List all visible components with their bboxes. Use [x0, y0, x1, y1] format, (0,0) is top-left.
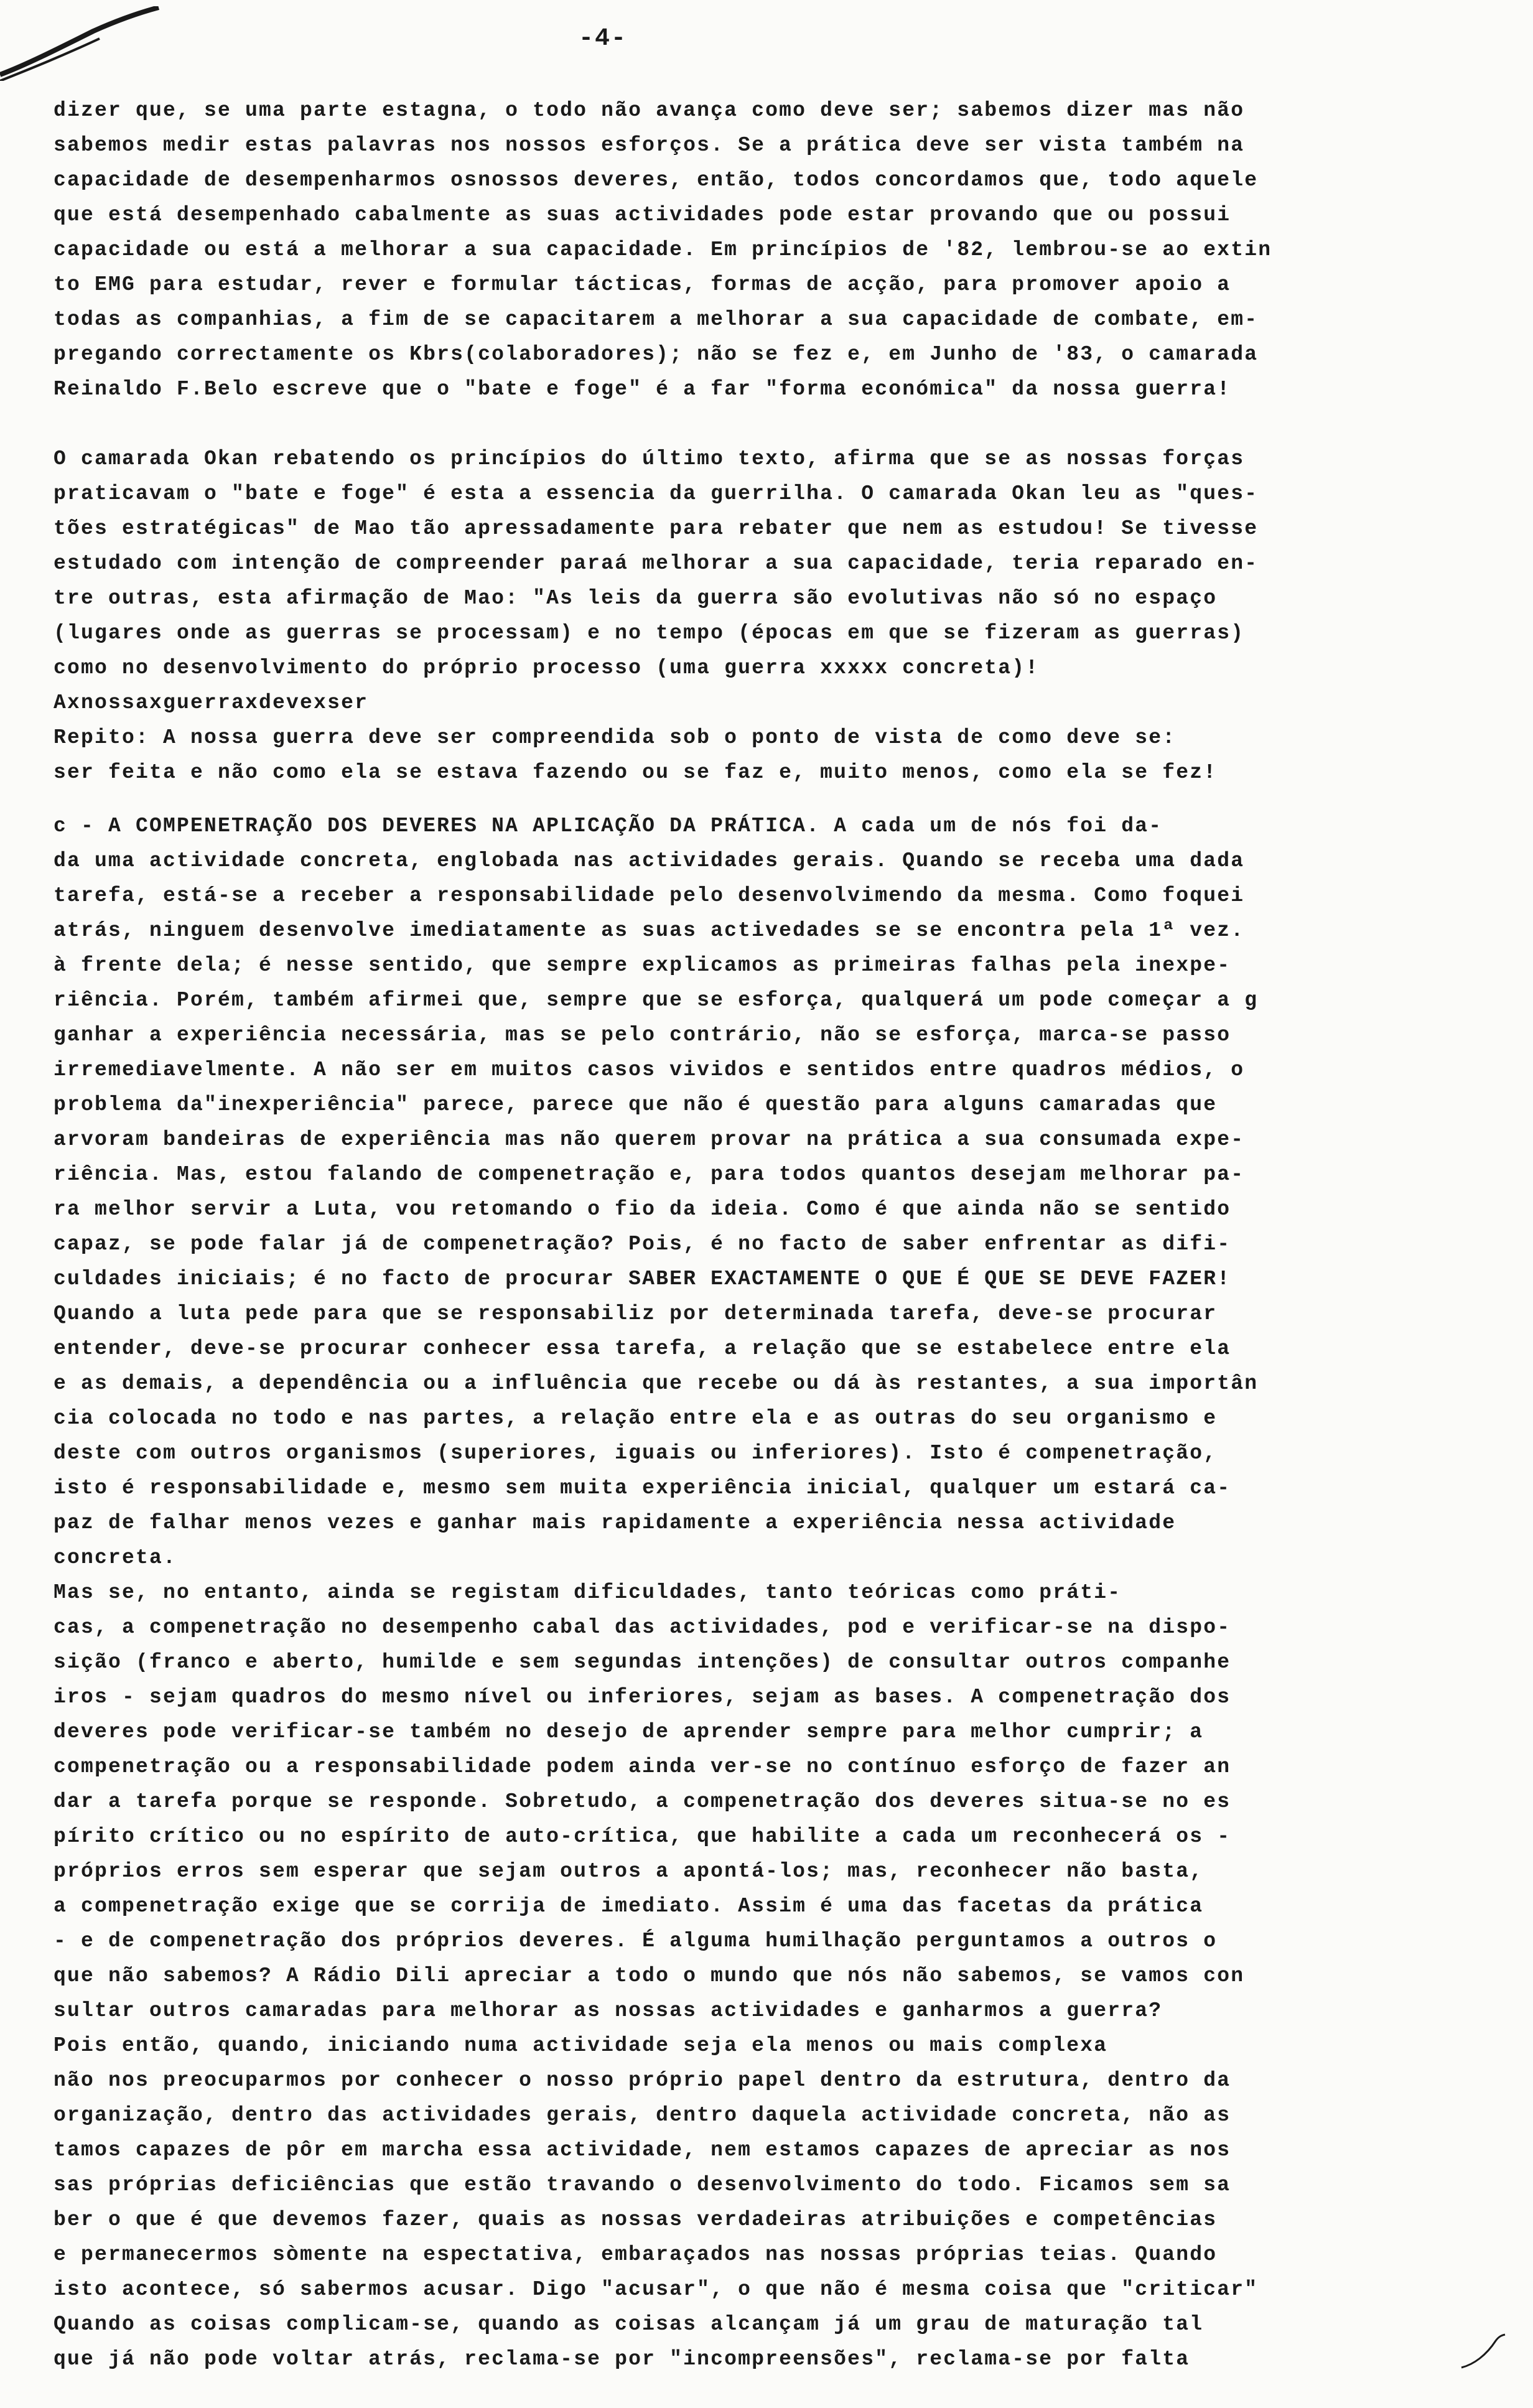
paragraph-1: [54, 93, 1478, 407]
section-heading-line: c - A COMPENETRAÇÃO DOS DEVERES NA APLICAÇÃO DA PRÁTICA. A cada um de nós foi da-: [54, 814, 1163, 838]
paragraph-4: [54, 809, 1478, 1575]
text-line: paz de falhar menos vezes e ganhar mais rapidamente a experiência nessa actividade: [54, 1511, 1177, 1534]
text-line: arvoram bandeiras de experiência mas não querem provar na prática a sua consumada expe-: [54, 1128, 1245, 1151]
text-line: O camarada Okan rebatendo os princípios do último texto, afirma que se as nossas forças: [54, 447, 1245, 470]
text-line: tões estratégicas" de Mao tão apressadamente para rebater que nem as estudou! Se tivesse: [54, 517, 1259, 540]
text-line: deste com outros organismos (superiores, iguais ou inferiores). Isto é compenetração,: [54, 1442, 1218, 1465]
text-line: da uma actividade concreta, englobada nas actividades gerais. Quando se receba uma dada: [54, 849, 1245, 872]
text-line: Mas se, no entanto, ainda se registam dificuldades, tanto teóricas como práti-: [54, 1581, 1122, 1604]
text-line: pírito crítico ou no espírito de auto-crítica, que habilite a cada um reconhecerá os -: [54, 1825, 1231, 1848]
text-line: sas próprias deficiências que estão travando o desenvolvimento do todo. Ficamos sem sa: [54, 2173, 1231, 2196]
text-line: sabemos medir estas palavras nos nossos esforços. Se a prática deve ser vista também na: [54, 134, 1245, 157]
text-line: Axnossaxguerraxdevexser: [54, 691, 369, 714]
text-line: estudado com intenção de compreender paraá melhorar a sua capacidade, teria reparado en-: [54, 552, 1259, 575]
text-line: sição (franco e aberto, humilde e sem segundas intenções) de consultar outros companhe: [54, 1651, 1231, 1674]
text-line: sultar outros camaradas para melhorar as nossas actividades e ganharmos a guerra?: [54, 1999, 1163, 2022]
text-line: entender, deve-se procurar conhecer essa tarefa, a relação que se estabelece entre ela: [54, 1337, 1231, 1360]
text-line: Repito: A nossa guerra deve ser compreendida sob o ponto de vista de como deve se:: [54, 726, 1177, 749]
text-line: capacidade ou está a melhorar a sua capacidade. Em princípios de '82, lembrou-se ao extin: [54, 238, 1272, 261]
paragraph-5: [54, 1575, 1478, 2028]
text-line: dizer que, se uma parte estagna, o todo não avança como deve ser; sabemos dizer mas não: [54, 99, 1245, 122]
text-line: riência. Porém, também afirmei que, sempre que se esforça, qualquerá um pode começar a g: [54, 989, 1259, 1012]
text-line: a compenetração exige que se corrija de imediato. Assim é uma das facetas da prática: [54, 1895, 1204, 1918]
text-line: (lugares onde as guerras se processam) e no tempo (épocas em que se fizeram as guerras): [54, 622, 1245, 645]
paragraph-2: [54, 442, 1478, 686]
text-line: ra melhor servir a Luta, vou retomando o fio da ideia. Como é que ainda não se sentido: [54, 1198, 1231, 1221]
paragraph-gap: [54, 407, 1478, 442]
pen-stroke-mark: [1458, 2333, 1508, 2371]
paragraph-6: [54, 2028, 1478, 2377]
text-line: que está desempenhado cabalmente as suas actividades pode estar provando que ou possui: [54, 203, 1231, 226]
text-line: to EMG para estudar, rever e formular tácticas, formas de acção, para promover apoio a: [54, 273, 1231, 296]
text-line: problema da"inexperiência" parece, parece que não é questão para alguns camaradas que: [54, 1093, 1218, 1116]
text-line: dar a tarefa porque se responde. Sobretudo, a compenetração dos deveres situa-se no es: [54, 1790, 1231, 1813]
text-line: concreta.: [54, 1546, 177, 1569]
text-line: e permanecermos sòmente na espectativa, embaraçados nas nossas próprias teias. Quando: [54, 2243, 1218, 2266]
text-line: irremediavelmente. A não ser em muitos casos vividos e sentidos entre quadros médios, o: [54, 1058, 1245, 1081]
text-line: pregando correctamente os Kbrs(colaboradores); não se fez e, em Junho de '83, o camarada: [54, 343, 1259, 366]
text-line: capacidade de desempenharmos osnossos deveres, então, todos concordamos que, todo aquele: [54, 169, 1259, 192]
text-line: cia colocada no todo e nas partes, a relação entre ela e as outras do seu organismo e: [54, 1407, 1218, 1430]
page-number: -4-: [579, 25, 628, 53]
paragraph-gap: [54, 790, 1478, 809]
text-line: ganhar a experiência necessária, mas se pelo contrário, não se esforça, marca-se passo: [54, 1024, 1231, 1047]
text-line: - e de compenetração dos próprios deveres. É alguma humilhação perguntamos a outros o: [54, 1930, 1218, 1953]
text-line: organização, dentro das actividades gerais, dentro daquela actividade concreta, não as: [54, 2104, 1231, 2127]
text-line: tamos capazes de pôr em marcha essa actividade, nem estamos capazes de apreciar as nos: [54, 2139, 1231, 2162]
scan-streak-mark: [0, 6, 162, 81]
text-line: Reinaldo F.Belo escreve que o "bate e foge" é a far "forma económica" da nossa guerra!: [54, 378, 1231, 401]
text-line: que já não pode voltar atrás, reclama-se por "incompreensões", reclama-se por falta: [54, 2348, 1190, 2371]
text-line: compenetração ou a responsabilidade podem ainda ver-se no contínuo esforço de fazer an: [54, 1755, 1231, 1778]
text-line: atrás, ninguem desenvolve imediatamente as suas activedades se se encontra pela 1ª vez.: [54, 919, 1245, 942]
text-line: e as demais, a dependência ou a influência que recebe ou dá às restantes, a sua importân: [54, 1372, 1259, 1395]
text-line: não nos preocuparmos por conhecer o nosso próprio papel dentro da estrutura, dentro da: [54, 2069, 1231, 2092]
text-line: isto acontece, só sabermos acusar. Digo "acusar", o que não é mesma coisa que "criticar": [54, 2278, 1259, 2301]
text-line: deveres pode verificar-se também no desejo de aprender sempre para melhor cumprir; a: [54, 1720, 1204, 1743]
text-line: tarefa, está-se a receber a responsabilidade pelo desenvolvimendo da mesma. Como foquei: [54, 884, 1245, 907]
text-line: todas as companhias, a fim de se capacitarem a melhorar a sua capacidade de combate, em-: [54, 308, 1259, 331]
text-line: ber o que é que devemos fazer, quais as nossas verdadeiras atribuições e competências: [54, 2208, 1218, 2231]
text-line: iros - sejam quadros do mesmo nível ou inferiores, sejam as bases. A compenetração dos: [54, 1686, 1231, 1709]
text-line: próprios erros sem esperar que sejam outros a apontá-los; mas, reconhecer não basta,: [54, 1860, 1204, 1883]
text-line: Pois então, quando, iniciando numa actividade seja ela menos ou mais complexa: [54, 2034, 1108, 2057]
text-line: culdades iniciais; é no facto de procurar SABER EXACTAMENTE O QUE É QUE SE DEVE FAZER!: [54, 1267, 1231, 1290]
text-line: capaz, se pode falar já de compenetração? Pois, é no facto de saber enfrentar as difi-: [54, 1233, 1231, 1256]
text-line: Quando as coisas complicam-se, quando as coisas alcançam já um grau de maturação tal: [54, 2313, 1204, 2336]
text-line: Quando a luta pede para que se responsabiliz por determinada tarefa, deve-se procurar: [54, 1302, 1218, 1325]
text-line: cas, a compenetração no desempenho cabal das actividades, pod e verificar-se na dispo-: [54, 1616, 1231, 1639]
text-line: como no desenvolvimento do próprio processo (uma guerra xxxxx concreta)!: [54, 656, 1040, 679]
text-line: isto é responsabilidade e, mesmo sem muita experiência inicial, qualquer um estará ca-: [54, 1477, 1231, 1500]
text-line: que não sabemos? A Rádio Dili apreciar a todo o mundo que nós não sabemos, se vamos con: [54, 1964, 1245, 1987]
paragraph-3: [54, 686, 1478, 790]
document-body: [54, 93, 1478, 2377]
text-line: praticavam o "bate e foge" é esta a essencia da guerrilha. O camarada Okan leu as "ques-: [54, 482, 1259, 505]
text-line: riência. Mas, estou falando de compenetração e, para todos quantos desejam melhorar pa-: [54, 1163, 1245, 1186]
text-line: tre outras, esta afirmação de Mao: "As leis da guerra são evolutivas não só no espaço: [54, 587, 1218, 610]
text-line: ser feita e não como ela se estava fazendo ou se faz e, muito menos, como ela se fez!: [54, 761, 1218, 784]
text-line: à frente dela; é nesse sentido, que sempre explicamos as primeiras falhas pela inexpe-: [54, 954, 1231, 977]
